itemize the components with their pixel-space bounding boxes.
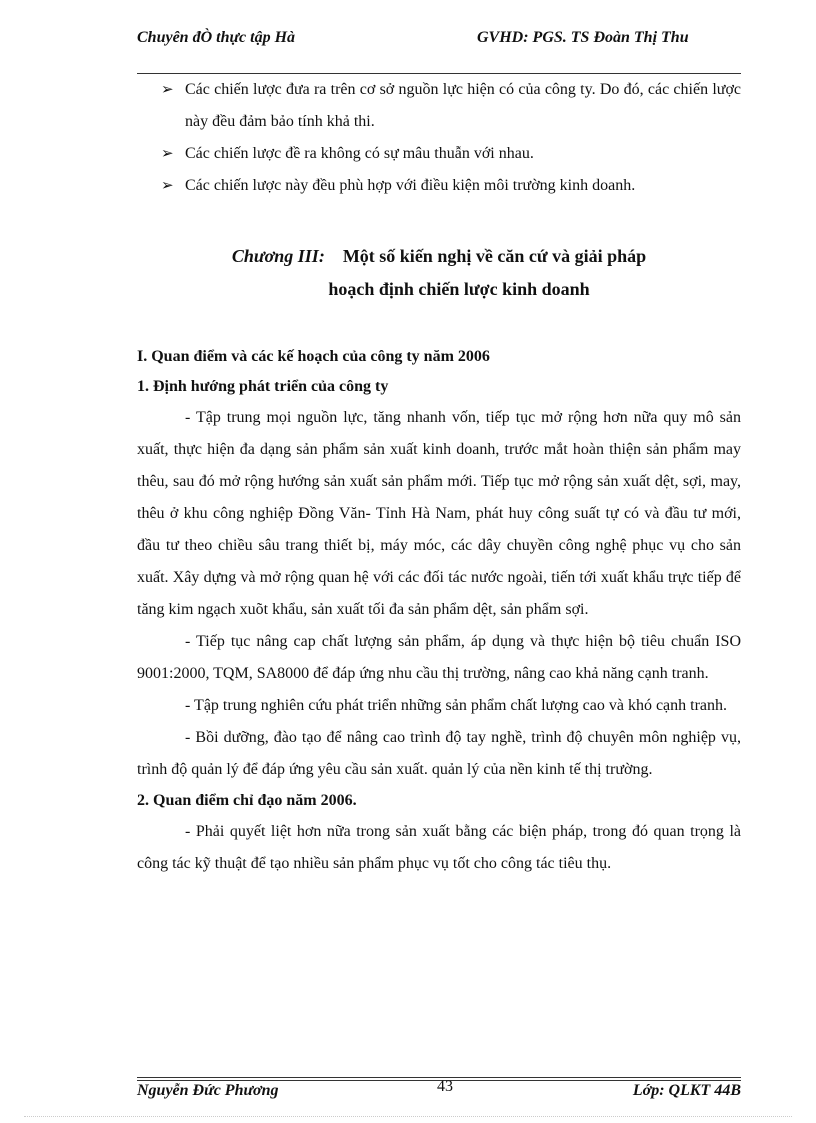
page-number: 43 bbox=[437, 1078, 453, 1095]
subsection-heading: 1. Định hướng phát triển của công ty bbox=[137, 378, 389, 395]
paragraph: - Tiếp tục nâng cap chất lượng sản phẩm, áp dụng và thực hiện bộ tiêu chuẩn ISO 9001:2000, TQM, SA8000 để đáp ứng nhu cầu thị trường, nâng cao khả năng cạnh tranh. bbox=[137, 633, 741, 682]
chapter-title bbox=[137, 240, 741, 306]
chapter-number: Chương III: bbox=[231, 246, 325, 266]
paragraph: - Bồi dưỡng, đào tạo để nâng cao trình độ tay nghề, trình độ chuyên môn nghiệp vụ, trình độ quản lý để đáp ứng yêu cầu sản xuất. quản lý của nền kinh tế thị trường. bbox=[137, 729, 741, 778]
footer-author: Nguyễn Đức Phương bbox=[137, 1082, 279, 1099]
list-item: ➢ Các chiến lược này đều phù hợp với điều kiện môi trường kinh doanh. bbox=[137, 170, 741, 202]
page-edge-dots bbox=[24, 1116, 792, 1117]
section-heading: I. Quan điểm và các kế hoạch của công ty năm 2006 bbox=[137, 348, 490, 365]
list-item: ➢ Các chiến lược đề ra không có sự mâu thuẫn với nhau. bbox=[137, 138, 741, 170]
page-body bbox=[137, 74, 741, 880]
footer-class: Lớp: QLKT 44B bbox=[632, 1082, 741, 1099]
paragraph: - Phải quyết liệt hơn nữa trong sản xuất bằng các biện pháp, trong đó quan trọng là công tác kỹ thuật để tạo nhiều sản phẩm phục vụ tốt cho công tác tiêu thụ. bbox=[137, 823, 741, 872]
chapter-title-line2: hoạch định chiến lược kinh doanh bbox=[328, 279, 590, 299]
chapter-title-line1: Một số kiến nghị về căn cứ và giải pháp bbox=[342, 246, 647, 266]
arrow-bullet-icon: ➢ bbox=[161, 146, 174, 162]
list-item: ➢ Các chiến lược đưa ra trên cơ sở nguồn lực hiện có của công ty. Do đó, các chiến lược này đều đảm bảo tính khả thi. bbox=[137, 74, 741, 138]
bullet-list bbox=[137, 74, 741, 202]
page-header bbox=[137, 26, 741, 74]
subsection-heading: 2. Quan điểm chỉ đạo năm 2006. bbox=[137, 792, 357, 809]
paragraph: - Tập trung nghiên cứu phát triển những sản phẩm chất lượng cao và khó cạnh tranh. bbox=[185, 697, 728, 714]
header-left-title: Chuyên đÒ thực tập Hà bbox=[137, 29, 296, 46]
paragraph: - Tập trung mọi nguồn lực, tăng nhanh vốn, tiếp tục mở rộng hơn nữa quy mô sản xuất, thực hiện đa dạng sản phẩm sản xuất kinh doanh, trước mắt hoàn thiện sản phẩm may thêu, sau đó mở rộng hướng sản xuất sản phẩm mới. Tiếp tục mở rộng sản xuất dệt, sợi, may, thêu ở khu công nghiệp Đồng Văn- Tỉnh Hà Nam, phát huy công suất tự có và đầu tư mới, đầu tư theo chiều sâu trang thiết bị, máy móc, các dây chuyền công nghệ phục vụ cho sản xuất. Xây dựng và mở rộng quan hệ với các đối tác nước ngoài, tiến tới xuất khẩu trực tiếp để tăng kim ngạch xuõt khẩu, sản xuất tối đa sản phẩm dệt, sản phẩm sợi. bbox=[137, 409, 741, 618]
arrow-bullet-icon: ➢ bbox=[161, 82, 174, 98]
arrow-bullet-icon: ➢ bbox=[161, 178, 174, 194]
header-advisor: GVHD: PGS. TS Đoàn Thị Thu bbox=[477, 29, 689, 46]
page-footer bbox=[137, 1078, 741, 1106]
